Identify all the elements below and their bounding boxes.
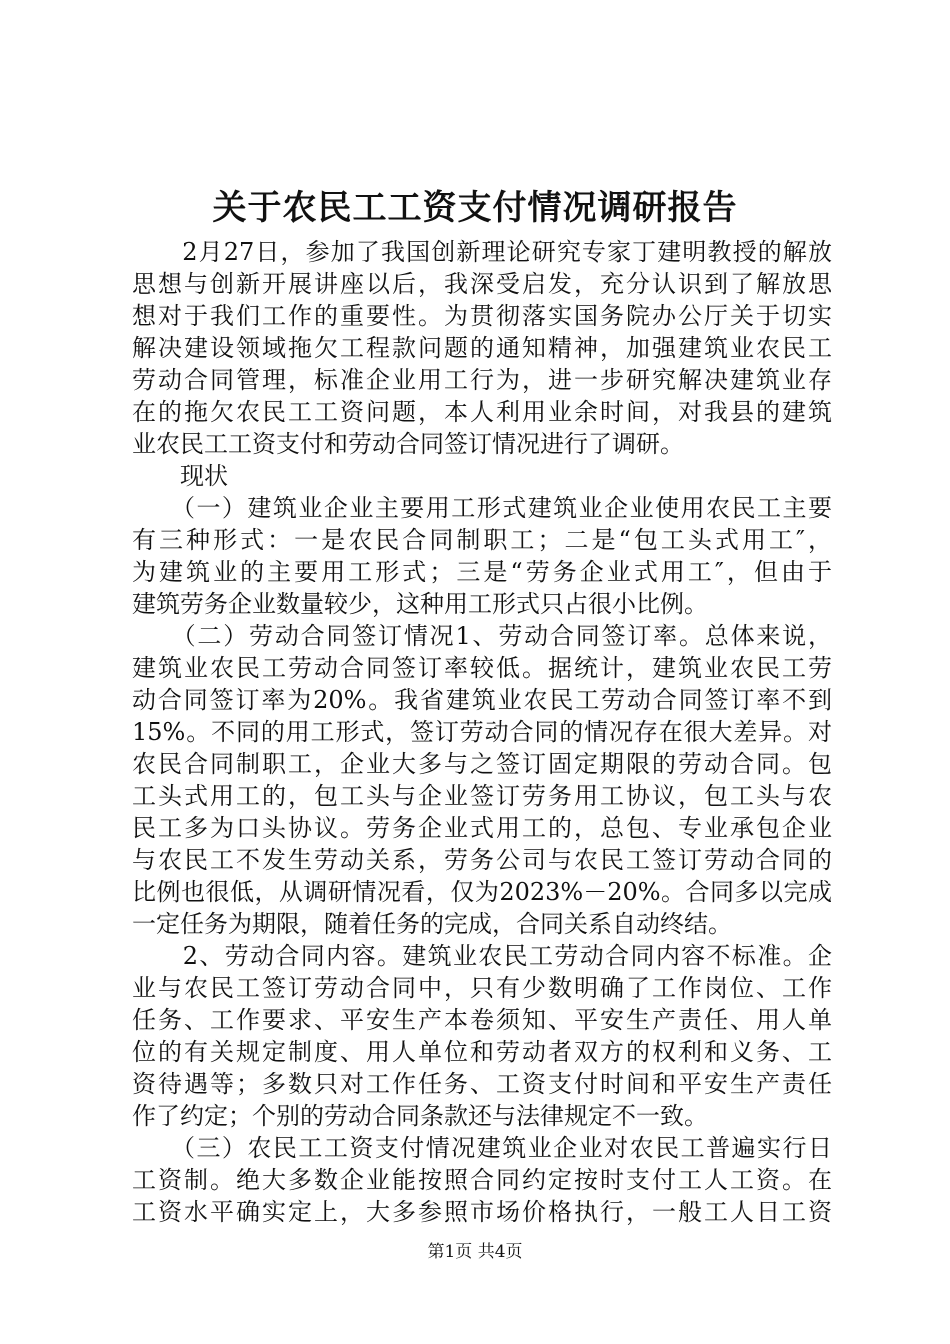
body-line: 2月27日，参加了我国创新理论研究专家丁建明教授的解放 [132, 238, 832, 266]
body-line: 工资水平确实定上，大多参照市场价格执行，一般工人日工资 [132, 1198, 832, 1226]
body-line: 工头式用工的，包工头与企业签订劳务用工协议，包工头与农 [132, 782, 832, 810]
body-line: 在的拖欠农民工工资问题，本人利用业余时间，对我县的建筑 [132, 398, 832, 426]
body-line: 动合同签订率为20%。我省建筑业农民工劳动合同签订率不到 [132, 686, 832, 714]
body-line: 农民合同制职工，企业大多与之签订固定期限的劳动合同。包 [132, 750, 832, 778]
body-line: 建筑劳务企业数量较少，这种用工形式只占很小比例。 [132, 590, 708, 618]
body-line: 资待遇等；多数只对工作任务、工资支付时间和平安生产责任 [132, 1070, 832, 1098]
body-line: 比例也很低，从调研情况看，仅为2023%－20%。合同多以完成 [132, 878, 832, 906]
body-line: 作了约定；个别的劳动合同条款还与法律规定不一致。 [132, 1102, 708, 1130]
body-line: 业农民工工资支付和劳动合同签订情况进行了调研。 [132, 430, 684, 458]
body-line: （一）建筑业企业主要用工形式建筑业企业使用农民工主要 [132, 494, 832, 522]
body-line: 位的有关规定制度、用人单位和劳动者双方的权利和义务、工 [132, 1038, 832, 1066]
page-number: 第1页 共4页 [427, 1242, 523, 1262]
body-line: （二）劳动合同签订情况1、劳动合同签订率。总体来说， [132, 622, 832, 650]
body-line: 为建筑业的主要用工形式；三是“劳务企业式用工″，但由于 [132, 558, 832, 586]
body-line: 一定任务为期限，随着任务的完成，合同关系自动终结。 [132, 910, 732, 938]
body-line: 15%。不同的用工形式，签订劳动合同的情况存在很大差异。对 [132, 718, 832, 746]
section-heading: 现状 [132, 462, 228, 490]
body-line: 业与农民工签订劳动合同中，只有少数明确了工作岗位、工作 [132, 974, 832, 1002]
body-line: （三）农民工工资支付情况建筑业企业对农民工普遍实行日 [132, 1134, 832, 1162]
body-line: 想对于我们工作的重要性。为贯彻落实国务院办公厅关于切实 [132, 302, 832, 330]
body-line: 劳动合同管理，标准企业用工行为，进一步研究解决建筑业存 [132, 366, 832, 394]
body-line: 2、劳动合同内容。建筑业农民工劳动合同内容不标准。企 [132, 942, 832, 970]
body-line: 与农民工不发生劳动关系，劳务公司与农民工签订劳动合同的 [132, 846, 832, 874]
body-line: 有三种形式：一是农民合同制职工；二是“包工头式用工″， [132, 526, 832, 554]
body-line: 解决建设领域拖欠工程款问题的通知精神，加强建筑业农民工 [132, 334, 832, 362]
body-line: 思想与创新开展讲座以后，我深受启发，充分认识到了解放思 [132, 270, 832, 298]
body-line: 民工多为口头协议。劳务企业式用工的，总包、专业承包企业 [132, 814, 832, 842]
body-line: 任务、工作要求、平安生产本卷须知、平安生产责任、用人单 [132, 1006, 832, 1034]
body-line: 工资制。绝大多数企业能按照合同约定按时支付工人工资。在 [132, 1166, 832, 1194]
document-title: 关于农民工工资支付情况调研报告 [212, 188, 738, 228]
body-line: 建筑业农民工劳动合同签订率较低。据统计，建筑业农民工劳 [132, 654, 832, 682]
